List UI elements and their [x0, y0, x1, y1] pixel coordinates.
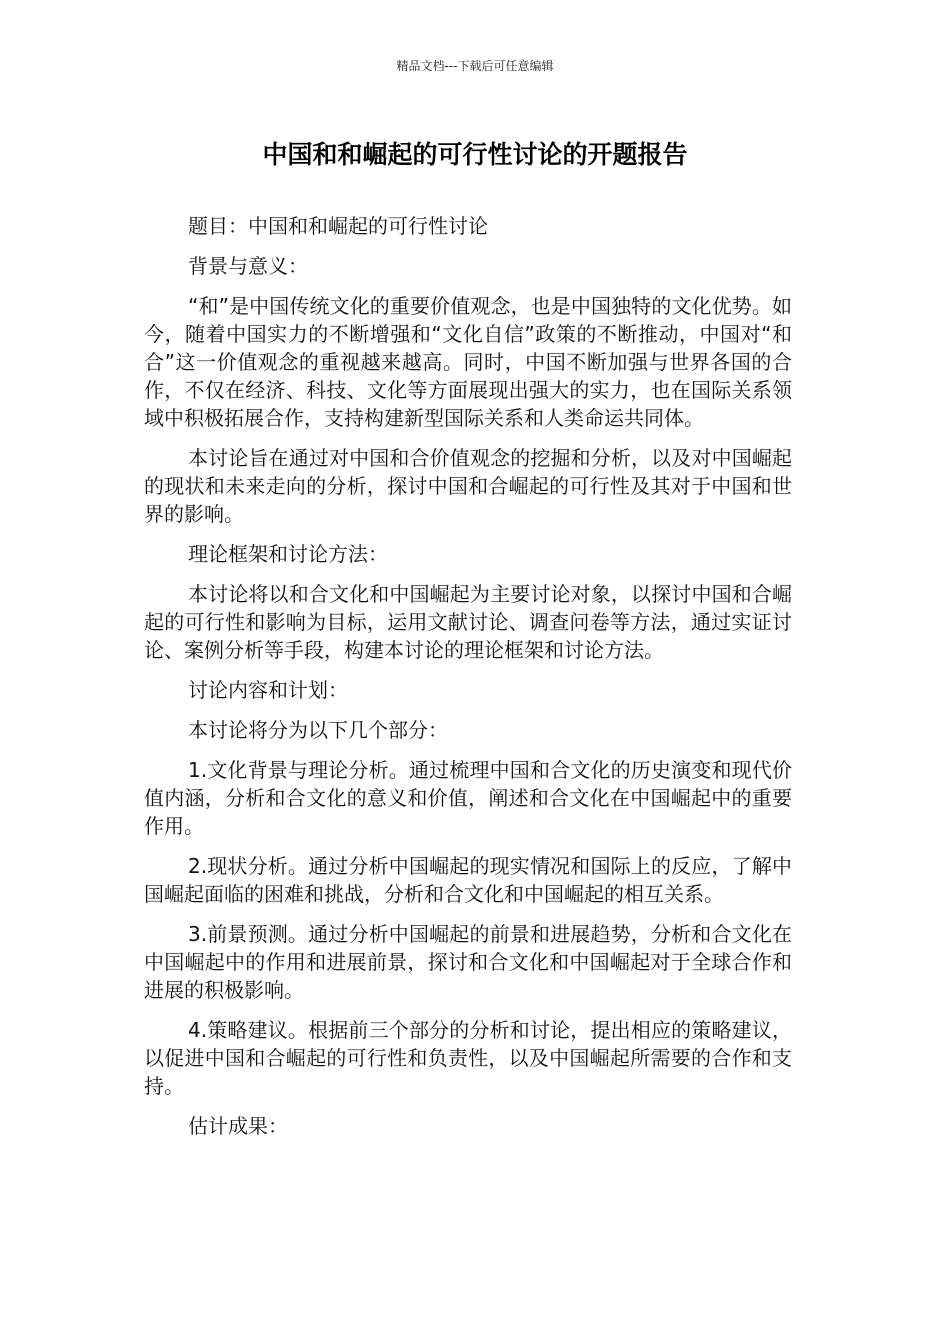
- section-heading-framework: 理论框架和讨论方法：: [188, 542, 388, 566]
- section-heading-results: 估计成果：: [188, 1114, 288, 1138]
- section-heading-background: 背景与意义：: [188, 254, 308, 278]
- paragraph-background: “和”是中国传统文化的重要价值观念，也是中国独特的文化优势。如今，随着中国实力的不断增强和“文化自信”政策的不断推动，中国对“和合”这一价值观念的重视越来越高。同时，中国不断加强与世界各国的合作，不仅在经济、科技、文化等方面展现出强大的实力，也在国际关系领域中积极拓展合作，支持构建新型国际关系和人类命运共同体。: [144, 294, 792, 430]
- list-item-part-2: 2.现状分析。通过分析中国崛起的现实情况和国际上的反应，了解中国崛起面临的困难和挑战，分析和合文化和中国崛起的相互关系。: [144, 854, 792, 906]
- section-heading-plan: 讨论内容和计划：: [188, 678, 348, 702]
- paragraph-purpose: 本讨论旨在通过对中国和合价值观念的挖掘和分析，以及对中国崛起的现状和未来走向的分析，探讨中国和合崛起的可行性及其对于中国和世界的影响。: [144, 446, 792, 526]
- list-item-part-3: 3.前景预测。通过分析中国崛起的前景和进展趋势，分析和合文化在中国崛起中的作用和进展前景，探讨和合文化和中国崛起对于全球合作和进展的积极影响。: [144, 922, 792, 1002]
- document-title: 中国和和崛起的可行性讨论的开题报告: [262, 140, 688, 169]
- paragraph-plan-intro: 本讨论将分为以下几个部分：: [188, 718, 448, 742]
- list-item-part-1: 1.文化背景与理论分析。通过梳理中国和合文化的历史演变和现代价值内涵，分析和合文化的意义和价值，阐述和合文化在中国崛起中的重要作用。: [144, 758, 792, 838]
- document-body: [144, 212, 792, 1152]
- page-header: 精品文档---下载后可任意编辑: [396, 59, 554, 73]
- topic-line: 题目：中国和和崛起的可行性讨论: [188, 214, 488, 238]
- paragraph-framework: 本讨论将以和合文化和中国崛起为主要讨论对象，以探讨中国和合崛起的可行性和影响为目标，运用文献讨论、调查问卷等方法，通过实证讨论、案例分析等手段，构建本讨论的理论框架和讨论方法。: [144, 582, 792, 662]
- list-item-part-4: 4.策略建议。根据前三个部分的分析和讨论，提出相应的策略建议，以促进中国和合崛起的可行性和负责性，以及中国崛起所需要的合作和支持。: [144, 1018, 792, 1098]
